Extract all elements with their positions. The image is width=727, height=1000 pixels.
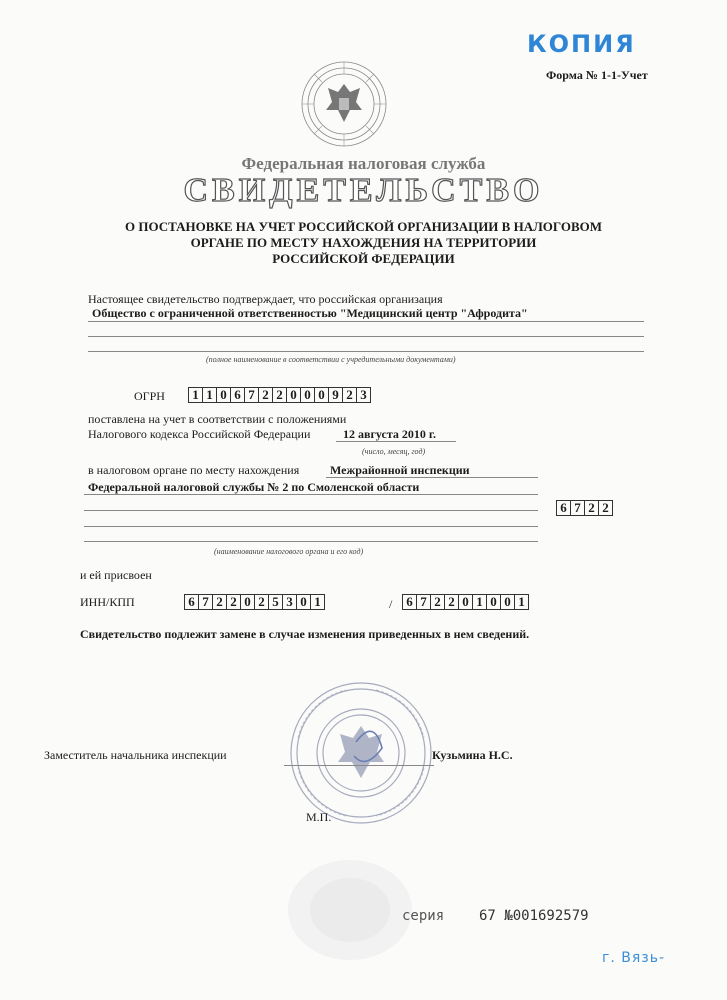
org-intro: Настоящее свидетельство подтверждает, что российская организация	[88, 292, 443, 306]
authority-code-digit: 7	[571, 501, 585, 515]
subtitle-line: РОССИЙСКОЙ ФЕДЕРАЦИИ	[272, 251, 455, 266]
handwritten-note: г. Вязь-	[602, 950, 666, 966]
authority-intro: в налоговом органе по месту нахождения	[88, 463, 300, 477]
underline	[88, 351, 644, 352]
kpp-digit: 0	[459, 595, 473, 609]
kpp-field	[402, 594, 529, 610]
ogrn-field	[188, 387, 371, 403]
inn-kpp-label: ИНН/КПП	[80, 595, 135, 609]
subtitle-line: ОРГАНЕ ПО МЕСТУ НАХОЖДЕНИЯ НА ТЕРРИТОРИИ	[190, 235, 537, 250]
ogrn-digit: 1	[189, 388, 203, 402]
registration-line1: поставлена на учет в соответствии с положениями	[88, 412, 347, 426]
document-title: СВИДЕТЕЛЬСТВО	[183, 172, 544, 209]
org-name: Общество с ограниченной ответственностью "Медицинский центр "Афродита"	[92, 306, 528, 320]
inn-field	[184, 594, 325, 610]
ogrn-digit: 0	[287, 388, 301, 402]
inn-digit: 1	[314, 594, 321, 609]
authority-hint: (наименование налогового органа и его код)	[214, 547, 364, 556]
underline	[84, 494, 538, 495]
inn-digit: 6	[185, 595, 199, 609]
underline	[88, 336, 644, 337]
ogrn-digit: 6	[231, 388, 245, 402]
ogrn-digit: 2	[273, 388, 287, 402]
kpp-digit: 0	[487, 595, 501, 609]
ogrn-label: ОГРН	[134, 389, 165, 403]
watermark-icon	[280, 850, 420, 970]
underline	[84, 541, 538, 542]
underline	[84, 526, 538, 527]
underline	[326, 477, 538, 478]
kpp-digit: 1	[518, 594, 525, 609]
kpp-digit: 6	[403, 595, 417, 609]
kpp-digit: 7	[417, 595, 431, 609]
authority-code-digit: 2	[585, 501, 599, 515]
inn-digit: 3	[283, 595, 297, 609]
replacement-notice: Свидетельство подлежит замене в случае изменения приведенных в нем сведений.	[80, 627, 530, 641]
signature-line	[284, 765, 434, 766]
date-hint: (число, месяц, год)	[362, 447, 426, 456]
underline	[336, 441, 456, 442]
inn-digit: 2	[227, 595, 241, 609]
official-seal-icon	[286, 678, 436, 828]
inn-digit: 0	[241, 595, 255, 609]
kpp-digit: 0	[501, 595, 515, 609]
state-emblem-icon	[298, 58, 390, 150]
inn-kpp-separator: /	[389, 597, 393, 611]
ogrn-digit: 0	[315, 388, 329, 402]
ogrn-digit: 0	[217, 388, 231, 402]
org-name-hint: (полное наименование в соответствии с учредительными документами)	[206, 355, 456, 364]
inn-digit: 2	[213, 595, 227, 609]
registration-date: 12 августа 2010 г.	[343, 427, 437, 441]
series-label: серия	[402, 908, 445, 924]
authority-code-field	[556, 500, 613, 516]
service-name: Федеральная налоговая служба	[241, 154, 486, 173]
authority-name-line2: Федеральной налоговой службы № 2 по Смоленской области	[88, 480, 420, 494]
kpp-digit: 2	[445, 595, 459, 609]
ogrn-digit: 9	[329, 388, 343, 402]
copy-stamp: КОПИЯ	[527, 30, 636, 58]
signatory-position: Заместитель начальника инспекции	[44, 748, 227, 762]
kpp-digit: 2	[431, 595, 445, 609]
series-number: 67 №001692579	[479, 908, 589, 924]
assigned-label: и ей присвоен	[80, 568, 152, 582]
ogrn-digit: 3	[360, 387, 367, 402]
inn-digit: 7	[199, 595, 213, 609]
ogrn-digit: 0	[301, 388, 315, 402]
underline	[84, 510, 538, 511]
stamp-place: М.П.	[306, 810, 332, 824]
document-subtitle	[0, 219, 727, 267]
authority-code-digit: 6	[557, 501, 571, 515]
inn-digit: 5	[269, 595, 283, 609]
ogrn-digit: 1	[203, 388, 217, 402]
authority-name-line1: Межрайонной инспекции	[330, 463, 470, 477]
inn-digit: 2	[255, 595, 269, 609]
ogrn-digit: 7	[245, 388, 259, 402]
form-number: Форма № 1-1-Учет	[546, 68, 648, 82]
inn-digit: 0	[297, 595, 311, 609]
kpp-digit: 1	[473, 595, 487, 609]
ogrn-digit: 2	[343, 388, 357, 402]
authority-code-digit: 2	[602, 500, 609, 515]
subtitle-line: О ПОСТАНОВКЕ НА УЧЕТ РОССИЙСКОЙ ОРГАНИЗАЦИИ В НАЛОГОВОМ	[125, 219, 602, 234]
registration-line2: Налогового кодекса Российской Федерации	[88, 427, 311, 441]
signatory-name: Кузьмина Н.С.	[432, 748, 513, 762]
ogrn-digit: 2	[259, 388, 273, 402]
underline	[88, 321, 644, 322]
